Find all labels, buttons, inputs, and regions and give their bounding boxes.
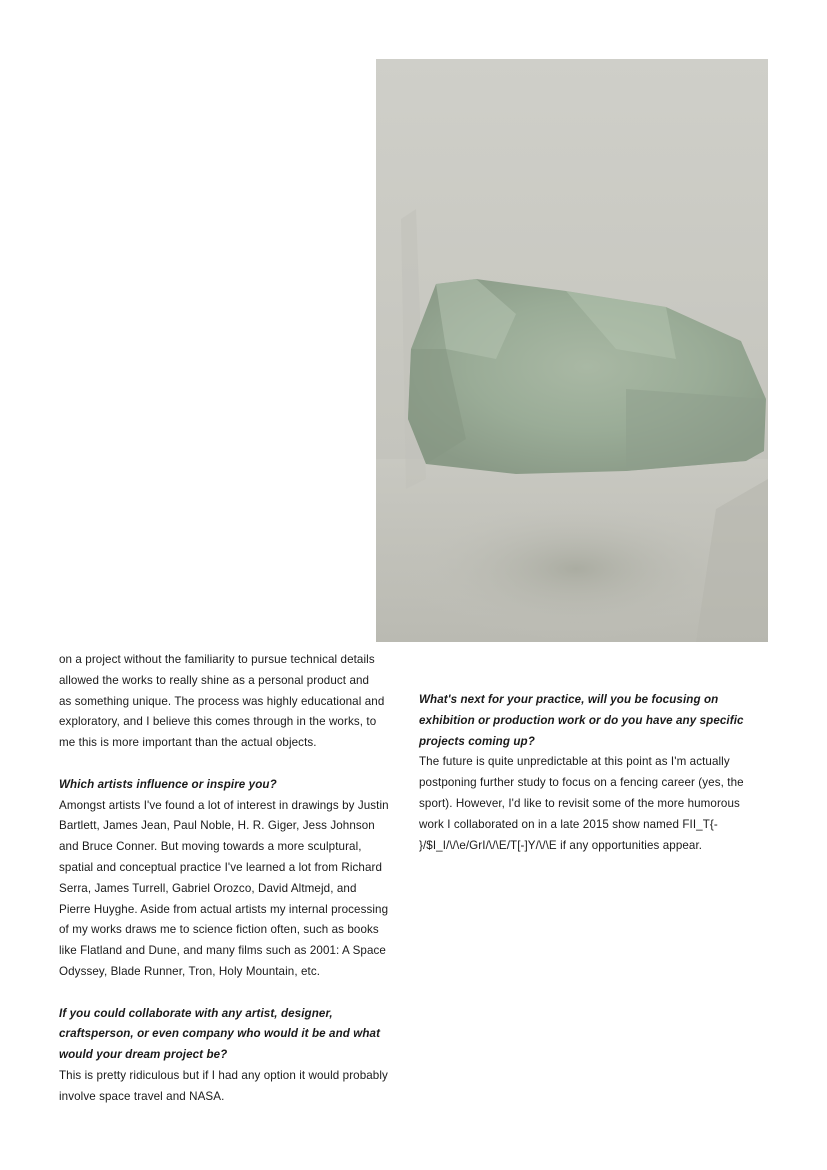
body-line: This is pretty ridiculous but if I had any option it would probably bbox=[59, 1068, 388, 1082]
left-text-column bbox=[59, 650, 411, 1108]
body-line: Odyssey, Blade Runner, Tron, Holy Mountain, etc. bbox=[59, 964, 321, 978]
interview-question: Which artists influence or inspire you? bbox=[59, 777, 277, 791]
body-line: The future is quite unpredictable at this point as I'm actually bbox=[419, 755, 730, 769]
body-line: on a project without the familiarity to pursue technical details bbox=[59, 653, 375, 666]
interview-question: would your dream project be? bbox=[59, 1048, 228, 1062]
body-line: of my works draws me to science fiction often, such as books bbox=[59, 923, 379, 937]
body-line: }/$I_I/\/\e/GrI/\/\E/T[-]Y/\/\E if any opportunities appear. bbox=[419, 838, 703, 852]
body-line: exploratory, and I believe this comes through in the works, to bbox=[59, 715, 377, 729]
right-text-column bbox=[419, 690, 771, 856]
body-line: as something unique. The process was highly educational and bbox=[59, 694, 385, 708]
body-line: postponing further study to focus on a fencing career (yes, the bbox=[419, 776, 744, 790]
body-line: allowed the works to really shine as a personal product and bbox=[59, 673, 370, 687]
body-line: involve space travel and NASA. bbox=[59, 1089, 225, 1103]
interview-question: exhibition or production work or do you have any specific bbox=[419, 713, 744, 727]
sculpture-photo bbox=[376, 59, 768, 642]
body-line: Pierre Huyghe. Aside from actual artists my internal processing bbox=[59, 902, 389, 916]
body-line: Amongst artists I've found a lot of interest in drawings by Justin bbox=[59, 798, 389, 812]
rock-illustration bbox=[376, 59, 768, 642]
interview-question: What's next for your practice, will you be focusing on bbox=[419, 693, 719, 706]
body-line: sport). However, I'd like to revisit some of the more humorous bbox=[419, 796, 740, 810]
body-line: and Bruce Conner. But moving towards a more sculptural, bbox=[59, 840, 362, 854]
body-line: work I collaborated on in a late 2015 show named FII_T{- bbox=[419, 817, 718, 831]
interview-question: If you could collaborate with any artist, designer, bbox=[59, 1006, 333, 1020]
interview-question: craftsperson, or even company who would it be and what bbox=[59, 1027, 381, 1041]
interview-question: projects coming up? bbox=[419, 734, 535, 748]
body-line: me this is more important than the actual objects. bbox=[59, 736, 317, 750]
body-line: spatial and conceptual practice I've learned a lot from Richard bbox=[59, 860, 383, 874]
body-line: Serra, James Turrell, Gabriel Orozco, David Altmejd, and bbox=[59, 881, 357, 895]
body-line: like Flatland and Dune, and many films such as 2001: A Space bbox=[59, 944, 386, 958]
body-line: Bartlett, James Jean, Paul Noble, H. R. Giger, Jess Johnson bbox=[59, 819, 375, 833]
